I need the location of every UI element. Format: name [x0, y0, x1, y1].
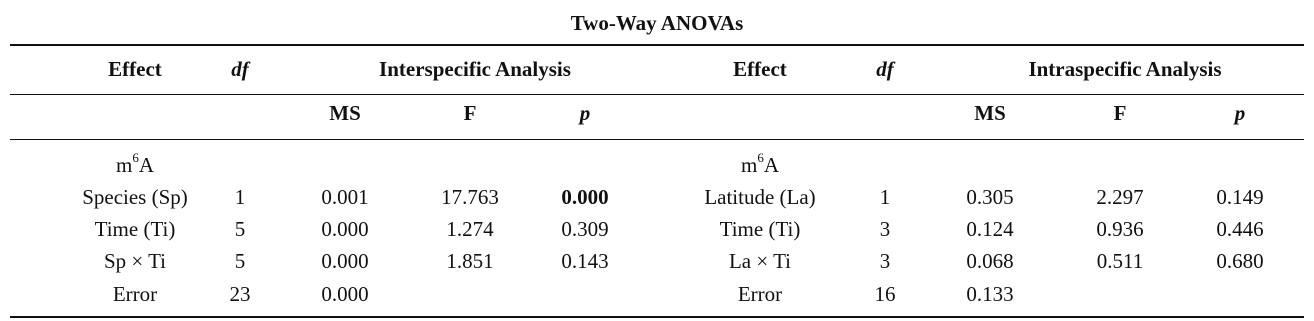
intra-effect: Error [737, 282, 783, 306]
header-ms-inter: MS [329, 101, 361, 125]
inter-f: 1.851 [446, 249, 494, 273]
inter-p: 0.143 [561, 249, 609, 273]
header-intraspecific: Intraspecific Analysis [1028, 57, 1222, 81]
section-label-intra [675, 151, 845, 179]
inter-ms: 0.000 [321, 282, 369, 306]
inter-df: 23 [229, 282, 251, 306]
inter-effect: Time (Ti) [94, 217, 176, 241]
intra-f: 2.297 [1096, 185, 1144, 209]
inter-df: 5 [234, 249, 246, 273]
inter-effect: Error [112, 282, 158, 306]
inter-ms: 0.001 [321, 185, 369, 209]
bottom-rule [10, 316, 1304, 318]
header-df-intra: df [876, 57, 894, 81]
intra-f: 0.511 [1096, 249, 1144, 273]
inter-effect: Species (Sp) [82, 185, 188, 209]
intra-ms: 0.305 [966, 185, 1014, 209]
intra-p: 0.680 [1216, 249, 1264, 273]
inter-f: 1.274 [446, 217, 494, 241]
inter-df: 5 [234, 217, 246, 241]
section-label-inter [55, 151, 215, 179]
header-rule [10, 94, 1304, 95]
inter-p: 0.309 [561, 217, 609, 241]
inter-effect: Sp × Ti [103, 249, 167, 273]
section-label-base: m [115, 153, 133, 177]
intra-df: 16 [874, 282, 896, 306]
intra-ms: 0.124 [966, 217, 1014, 241]
intra-effect: La × Ti [728, 249, 792, 273]
intra-df: 1 [879, 185, 891, 209]
intra-df: 3 [879, 217, 891, 241]
intra-ms: 0.133 [966, 282, 1014, 306]
header-p-intra: p [1234, 101, 1246, 125]
header-interspecific: Interspecific Analysis [379, 57, 571, 81]
header-p-inter: p [579, 101, 591, 125]
header-f-inter: F [463, 101, 477, 125]
section-label-tail: A [763, 153, 779, 177]
header-effect-inter: Effect [108, 57, 162, 81]
header-ms-intra: MS [974, 101, 1006, 125]
section-label-base: m [740, 153, 758, 177]
intra-effect: Time (Ti) [719, 217, 801, 241]
intra-ms: 0.068 [966, 249, 1014, 273]
inter-p [530, 183, 640, 211]
inter-ms: 0.000 [321, 217, 369, 241]
inter-df: 1 [234, 185, 246, 209]
header-df-inter: df [231, 57, 249, 81]
intra-p: 0.149 [1216, 185, 1264, 209]
header-f-intra: F [1113, 101, 1127, 125]
intra-p: 0.446 [1216, 217, 1264, 241]
intra-df: 3 [879, 249, 891, 273]
section-label-tail: A [138, 153, 154, 177]
intra-f: 0.936 [1096, 217, 1144, 241]
inter-ms: 0.000 [321, 249, 369, 273]
inter-p-bold: 0.000 [561, 185, 609, 209]
header-effect-intra: Effect [733, 57, 787, 81]
inter-f: 17.763 [441, 185, 499, 209]
section-label-sup: 6 [757, 150, 764, 165]
section-label-sup: 6 [132, 150, 139, 165]
top-rule [10, 44, 1304, 46]
subheader-rule [10, 139, 1304, 140]
table-caption: Two-Way ANOVAs [570, 11, 744, 35]
anova-table [10, 0, 1304, 321]
intra-effect: Latitude (La) [704, 185, 816, 209]
